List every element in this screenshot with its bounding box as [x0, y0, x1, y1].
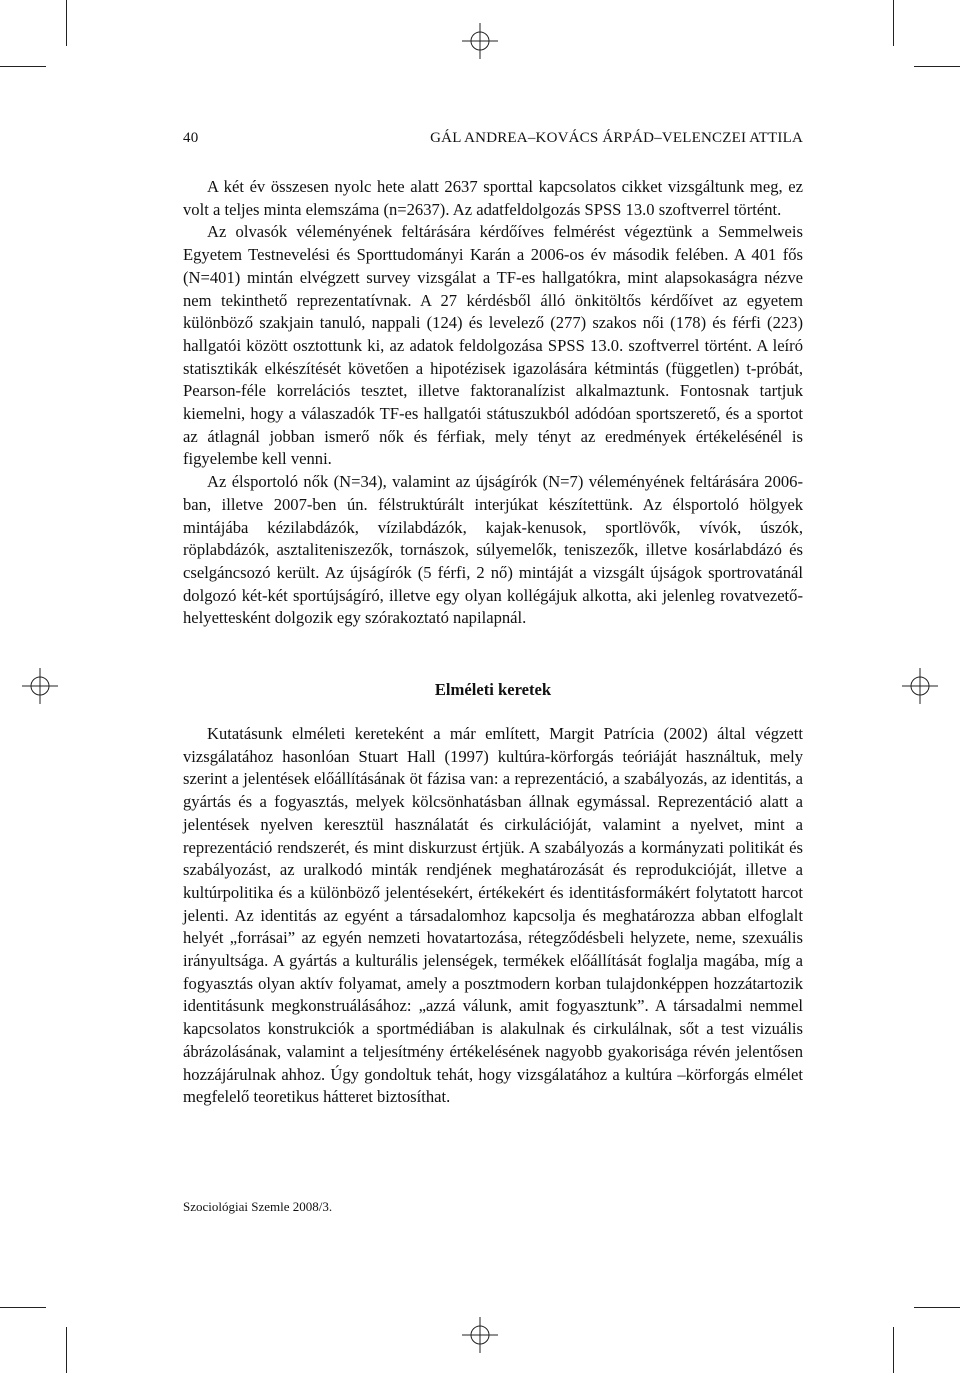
crop-mark — [914, 1307, 960, 1308]
paragraph: Az élsportoló nők (N=34), valamint az újságírók (N=7) véleményének feltárására 2006-ban, illetve 2007-ben ún. félstruktúrált interjúkat készítettünk. Az élsportoló hölgyek mintájába kézilabdázók, vízilabdázók, kajak-kenusok, sportlövők, vívók, úszók, röplabdázók, asztaliteniszezők, tornászok, súlyemelők, teniszezők, illetve kosárlabdázó és cselgáncsozó került. Az újságírók (5 férfi, 2 nő) mintáját a vizsgált újságok sportrovatánál dolgozó két-két sportújságíró, illetve egy olyan kollégájuk alkotta, aki jelenleg rovatvezető-helyettesként dolgozik egy szórakoztató napilapnál. — [183, 472, 803, 628]
journal-footer: Szociológiai Szemle 2008/3. — [183, 1199, 333, 1214]
paragraph: A két év összesen nyolc hete alatt 2637 sporttal kapcsolatos cikket vizsgáltunk meg, ez volt a teljes minta elemszáma (n=2637). Az adatfeldolgozás SPSS 13.0 szoftverrel történt. — [183, 177, 803, 219]
crop-mark — [0, 1307, 46, 1308]
paragraph: Az olvasók véleményének feltárására kérdőíves felmérést végeztünk a Semmelweis Egyetem Testnevelési és Sporttudományi Karán a 2006-os év második felében. A 401 fős (N=401) mintán elvégzett survey vizsgálat a TF-es hallgatókra, mint alapsokaságra nézve nem tekinthető reprezentatívnak. A 27 kérdésből álló önkitöltős kérdőívet az egyetem különböző szakjain tanuló, nappali (124) és levelező (277) szakos női (178) és férfi (223) hallgatói között osztottunk ki, az adatok feldolgozása SPSS 13.0. szoftverrel történt. A leíró statisztikák elkészítését követően a hipotézisek igazolására kétmintás (független) t-próbát, Pearson-féle korrelációs tesztet, illetve faktoranalízist alkalmaztunk. Fontosnak tartjuk kiemelni, hogy a válaszadók TF-es hallgatói státuszukból adódóan sportszerető, és a sportot az átlagnál jobban ismerő nők és férfiak, mely tényt az eredmények értékelésénél is figyelembe kell venni. — [183, 222, 803, 469]
crop-mark — [893, 1327, 894, 1373]
crop-mark — [66, 0, 67, 46]
registration-mark-icon — [902, 668, 938, 704]
crop-mark — [893, 0, 894, 46]
crop-mark — [914, 66, 960, 67]
registration-mark-icon — [462, 1317, 498, 1353]
body-text-theory — [183, 723, 803, 1109]
page-number: 40 — [183, 130, 199, 146]
paragraph: Kutatásunk elméleti kereteként a már említett, Margit Patrícia (2002) által végzett vizsgálatához hasonlóan Stuart Hall (1997) kultúra-körforgás teóriáját használtuk, mely szerint a jelentések előállításának öt fázisa van: a reprezentáció, a szabályozás, az identitás, a gyártás és a fogyasztás, melyek kölcsönhatásban állnak egymással. Reprezentáció alatt a jelentések nyelven keresztül használatát és cirkulációját, valamint a nyelvet, mint a reprezentáció rendszerét, és mint diskurzust értjük. A szabályozás a kormányzati politikát és szabályozást, az uralkodó minták rendjének meghatározását és reprodukcióját, illetve a kultúrpolitika és a különböző jelentésekért, értékekért és identitásformákért folytatott harcot jelenti. Az identitás az egyént a társadalomhoz kapcsolja és meghatározza abban elfoglalt helyét „forrásai” az egyén nemzeti hovatartozása, rétegződésbeli helyzete, neme, szexuális irányultsága. A gyártás a kulturális jelenségek, termékek előállítását foglalja magába, míg a fogyasztás olyan aktív folyamat, amely a posztmodern korban tulajdonképpen hozzátartozik identitásunk megkonstruálásához: „azzá válunk, amit fogyasztunk”. A társadalmi nemmel kapcsolatos konstrukciók a sportmédiában is alakulnak és cirkulálnak, sőt a test vizuális ábrázolásának, valamint a teljesítmény értékelésének nagyobb gyakorisága révén jelentősen hozzájárulnak ahhoz. Úgy gondoltuk tehát, hogy vizsgálatához a kultúra –körforgás elmélet megfelelő teoretikus hátteret biztosíthat. — [183, 724, 803, 1107]
registration-mark-icon — [462, 23, 498, 59]
crop-mark — [0, 66, 46, 67]
body-text-methods — [183, 176, 803, 630]
running-title: GÁL ANDREA–KOVÁCS ÁRPÁD–VELENCZEI ATTILA — [430, 130, 803, 146]
crop-mark — [66, 1327, 67, 1373]
section-heading: Elméleti keretek — [434, 680, 552, 699]
registration-mark-icon — [22, 668, 58, 704]
